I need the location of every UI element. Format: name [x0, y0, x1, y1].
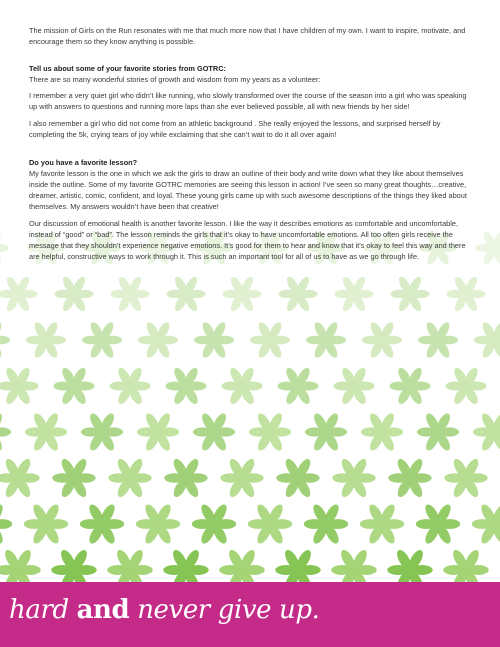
flower-icon: [80, 502, 124, 545]
flower-icon: [107, 548, 152, 582]
flower-icon: [0, 502, 12, 545]
stories-paragraph-1: There are so many wonderful stories of growth and wisdom from my years as a volunteer:: [29, 74, 321, 84]
flower-icon: [447, 275, 486, 313]
flower-icon: [277, 366, 318, 406]
flower-icon: [165, 366, 206, 406]
intro-paragraph: The mission of Girls on the Run resonates with me that much more now that I have children of my own. I want to inspire, motivate, and encourage them so they know anything is possible.: [29, 26, 466, 46]
article-body: [29, 25, 471, 267]
flower-icon: [332, 457, 375, 499]
flower-icon: [333, 366, 374, 406]
section-heading-lesson: Do you have a favorite lesson?: [29, 158, 138, 167]
flower-icon: [138, 320, 178, 359]
flower-icon: [279, 275, 318, 313]
flower-icon: [137, 411, 179, 452]
flower-icon: [250, 320, 290, 359]
flower-icon: [389, 366, 430, 406]
flower-icon: [0, 230, 9, 267]
section-heading-stories: Tell us about some of your favorite stories from GOTRC:: [29, 63, 226, 73]
flower-icon: [0, 320, 10, 359]
flower-icon: [305, 411, 347, 452]
flower-icon: [192, 502, 236, 545]
tagline-word-and: and: [76, 595, 130, 625]
flower-icon: [276, 457, 319, 499]
flower-icon: [362, 320, 402, 359]
flower-icon: [445, 366, 486, 406]
flower-icon: [275, 548, 320, 582]
flower-icon: [0, 457, 40, 499]
flower-icon: [249, 411, 291, 452]
flower-icon: [472, 502, 500, 545]
stories-paragraph-2: I remember a very quiet girl who didn’t like running, who slowly transformed over the course of the season into a girl who was speaking up with answers to questions and running more laps than she ever believed possible, all with new friends by her side!: [29, 91, 467, 111]
tagline: [9, 592, 319, 628]
flower-icon: [475, 230, 500, 267]
flower-icon: [0, 366, 39, 406]
flower-icon: [473, 411, 500, 452]
flower-icon: [331, 548, 376, 582]
flower-icon: [26, 320, 66, 359]
flower-icon: [306, 320, 346, 359]
flower-icon: [219, 548, 264, 582]
flower-icon: [53, 366, 94, 406]
flower-icon: [0, 275, 37, 313]
flower-icon: [388, 457, 431, 499]
flower-icon: [194, 320, 234, 359]
flower-icon: [81, 411, 123, 452]
lesson-paragraph-1: My favorite lesson is the one in which we ask the girls to draw an outline of their body and write down what they like about themselves inside the outline. Some of my favorite GOTRC memories are seeing this lesson in action! I’ve seen so many great thoughts…creative, dreamer, artistic, comic, confident, and loyal. These young girls came up with such awesome descriptions of the things they liked about themselves. My answers wouldn’t have been that creative!: [29, 169, 467, 211]
flower-icon: [52, 457, 95, 499]
flower-icon: [193, 411, 235, 452]
flower-icon: [360, 502, 404, 545]
flower-icon: [391, 275, 430, 313]
flower-icon: [108, 457, 151, 499]
tagline-word-never-give-up: never give up.: [137, 595, 320, 625]
flower-icon: [474, 320, 500, 359]
flower-icon: [109, 366, 150, 406]
flower-icon: [335, 275, 374, 313]
flower-icon: [223, 275, 262, 313]
stories-paragraph-3: I also remember a girl who did not come from an athletic background . She really enjoyed the lessons, and surprised herself by completing the 5k, crying tears of joy while exclaiming that she can’t wait to do it all over again!: [29, 118, 441, 139]
flower-icon: [387, 548, 432, 582]
flower-icon: [136, 502, 180, 545]
flower-icon: [25, 411, 67, 452]
flower-icon: [51, 548, 96, 582]
flower-icon: [416, 502, 460, 545]
flower-icon: [164, 457, 207, 499]
flower-icon: [0, 411, 11, 452]
flower-icon: [221, 366, 262, 406]
flower-icon: [163, 548, 208, 582]
flower-icon: [443, 548, 488, 582]
flower-icon: [418, 320, 458, 359]
lesson-paragraph-2: Our discussion of emotional health is another favorite lesson. I like the way it describes emotions as comfortable and uncomfortable, instead of “good” or “bad”. The lesson reminds the girls that it’s okay to have uncomfortable emotions. All too often girls receive the message that they shouldn’t experience negative emotions. It’s good for them to hear and know that it’s okay to feel this way and there are helpful, constructive ways to work through it. This is such an important tool for all of us to have as we go through life.: [29, 218, 466, 261]
flower-icon: [361, 411, 403, 452]
flower-icon: [111, 275, 150, 313]
flower-icon: [55, 275, 94, 313]
flower-icon: [248, 502, 292, 545]
tagline-word-hard: hard: [9, 595, 69, 625]
flower-icon: [304, 502, 348, 545]
flower-icon: [24, 502, 68, 545]
flower-icon: [82, 320, 122, 359]
tagline-banner: [0, 582, 500, 647]
flower-icon: [220, 457, 263, 499]
flower-icon: [167, 275, 206, 313]
flower-icon: [444, 457, 487, 499]
flower-icon: [0, 548, 41, 582]
flower-icon: [417, 411, 459, 452]
